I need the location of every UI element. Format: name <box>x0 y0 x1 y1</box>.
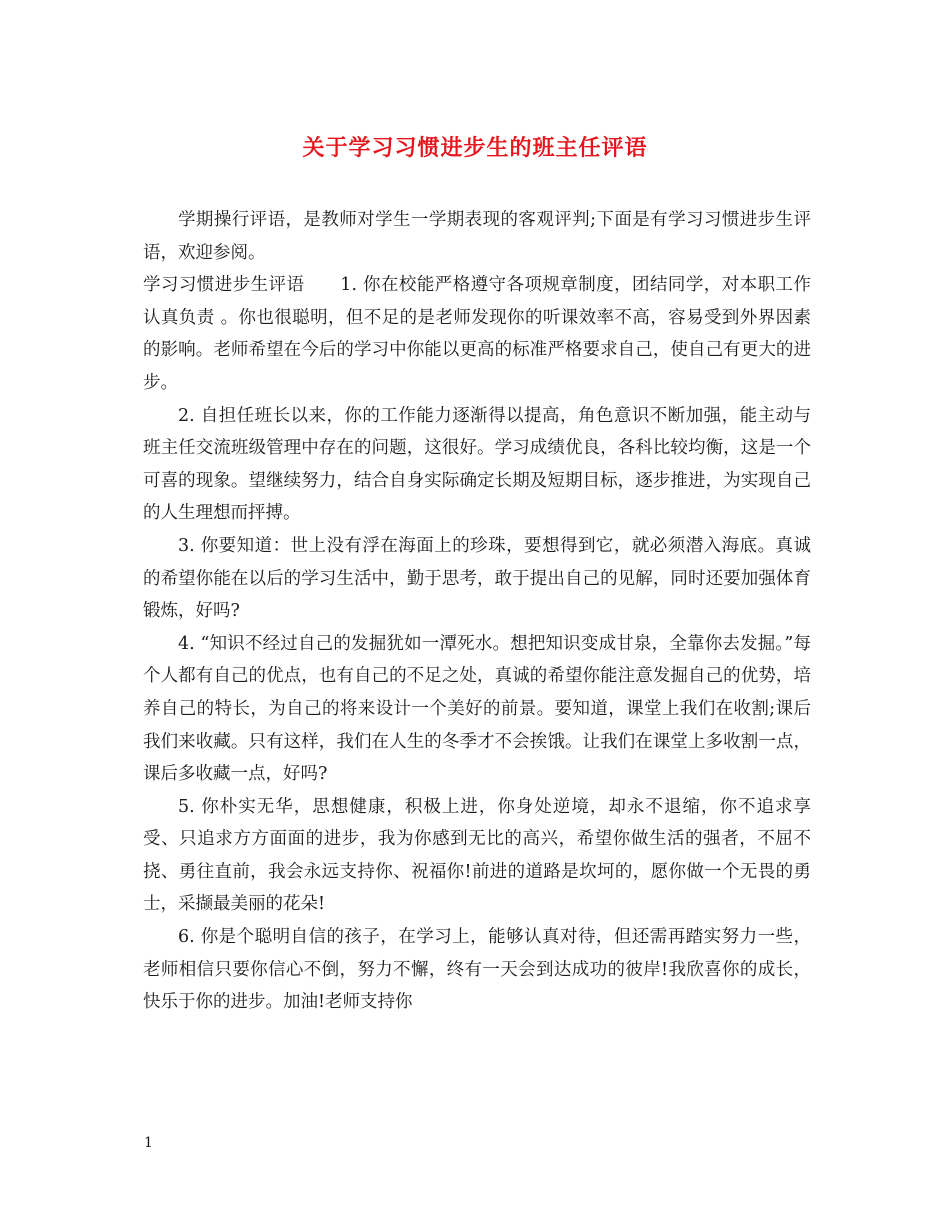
intro-paragraph: 学期操行评语，是教师对学生一学期表现的客观评判;下面是有学习习惯进步生评语，欢迎参阅。 <box>143 210 811 263</box>
page-title: 关于学习习惯进步生的班主任评语 <box>302 135 648 161</box>
paragraph-1: 学习习惯进步生评语 1. 你在校能严格遵守各项规章制度，团结同学，对本职工作认真负责 。你也很聪明，但不足的是老师发现你的听课效率不高，容易受到外界因素的影响。老师希望在今后的学习中你能以更高的标准严格要求自己，使自己有更大的进步。 <box>143 275 811 393</box>
paragraph-5: 5. 你朴实无华，思想健康，积极上进，你身处逆境，却永不退缩，你不追求享受、只追求方方面面的进步，我为你感到无比的高兴，希望你做生活的强者，不屈不挠、勇往直前，我会永远支持你、祝福你!前进的道路是坎坷的，愿你做一个无畏的勇士，采撷最美丽的花朵! <box>143 796 811 915</box>
paragraph-3: 3. 你要知道：世上没有浮在海面上的珍珠，要想得到它，就必须潜入海底。真诚的希望你能在以后的学习生活中，勤于思考，敢于提出自己的见解，同时还要加强体育锻炼，好吗? <box>143 535 811 622</box>
paragraph-6: 6. 你是个聪明自信的孩子，在学习上，能够认真对待，但还需再踏实努力一些，老师相信只要你信心不倒，努力不懈，终有一天会到达成功的彼岸!我欣喜你的成长，快乐于你的进步。加油!老师支持你 <box>143 927 811 1013</box>
page-number: 1 <box>144 1135 153 1151</box>
document-body <box>143 204 811 1019</box>
paragraph-4: 4. “知识不经过自己的发掘犹如一潭死水。想把知识变成甘泉，全靠你去发掘。”每个人都有自己的优点，也有自己的不足之处，真诚的希望你能注意发掘自己的优势，培养自己的特长，为自己的将来设计一个美好的前景。要知道，课堂上我们在收割;课后我们来收藏。只有这样，我们在人生的冬季才不会挨饿。让我们在课堂上多收割一点，课后多收藏一点，好吗? <box>143 633 811 785</box>
paragraph-2: 2. 自担任班长以来，你的工作能力逐渐得以提高，角色意识不断加强，能主动与班主任交流班级管理中存在的问题，这很好。学习成绩优良，各科比较均衡，这是一个可喜的现象。望继续努力，结合自身实际确定长期及短期目标，逐步推进，为实现自己的人生理想而抨搏。 <box>143 405 811 524</box>
